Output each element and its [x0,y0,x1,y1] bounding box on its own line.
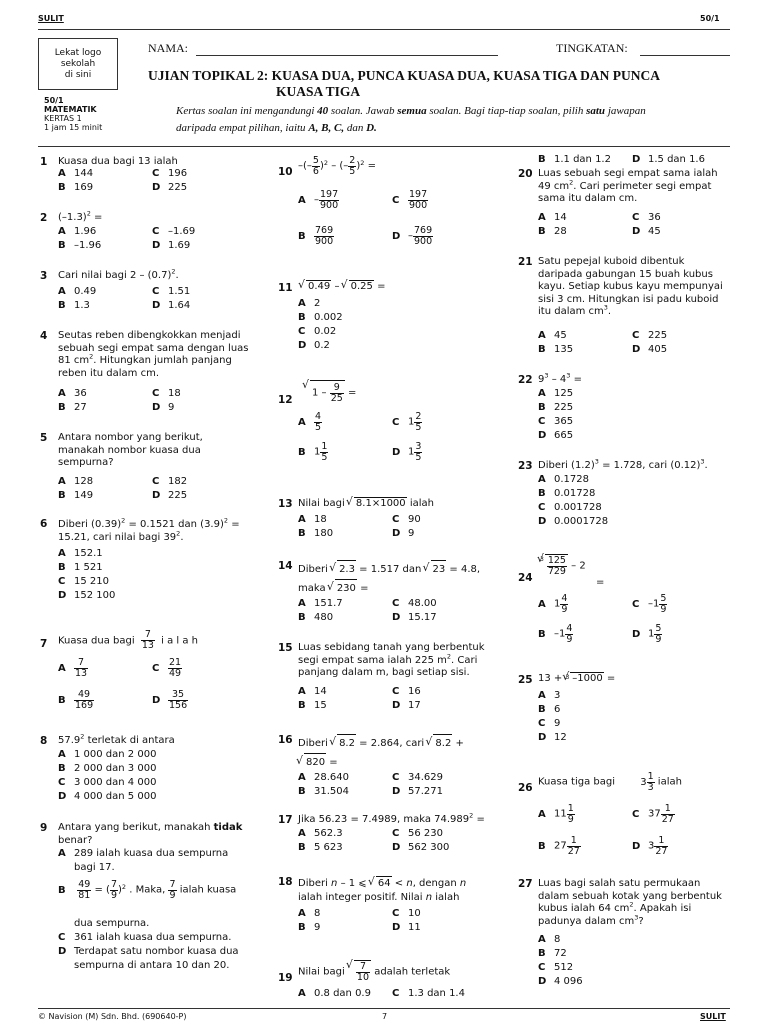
title-line: KUASA TIGA [276,84,361,99]
question-21: 21 Satu pepejal kuboid dibentuk daripada gabungan 15 buah kubus kayu. Setiap kubus kayu mempunyai sisi 3 cm. Hitungkan isi padu kuboid itu dalam $cm^3$. A 45 C 225 B 135 D 405 [518,256,723,355]
question-12: 12 √ 1 – $\frac{9}{25}$ = A $\frac{4}{5}$ C 1 $\frac{2}{5}$ B 1 $\frac{1}{5}$ D 1 $\frac{3}{5}$ [278,372,498,472]
page-title [148,68,738,100]
question-15: 15 Luas sebidang tanah yang berbentuk segi empat sama ialah 225 $m^2$. Cari panjang dalam m, bagi setiap sisi. A 14 C 16 B 15 D 17 [278,642,485,711]
question-27: 27 Luas bagi salah satu permukaan dalam sebuah kotak yang berbentuk kubus ialah 64 $cm^2$. Apakah isi padunya dalam $cm^3$? A 8 B 72 C 512 D 4 096 [518,878,722,987]
logo-text: di sini [64,70,92,80]
question-1: 1 Kuasa dua bagi 13 ialah A 144 C 196 B 169 D 225 [40,156,188,193]
question-10: 10 –(– $\frac{5}{6}$ )$^2$ – (– $\frac{2}{5}$ )$^2$ = A – $\frac{197}{900}$ C $\frac{197}{900}$ B $\frac{769}{900}$ D – $\frac{769}{900}$ [278,155,433,247]
question-4: 4 Seutas reben dibengkokkan menjadi sebuah segi empat sama dengan luas 81 $cm^2$. Hitungkan jumlah panjang reben itu dalam cm. A 36 C 18 B 27 D 9 [40,330,249,413]
title-line: UJIAN TOPIKAL 2: KUASA DUA, PUNCA KUASA DUA, KUASA TIGA DAN PUNCA [148,68,660,83]
question-3: 3 Cari nilai bagi $2 - (0.7)^2$. A 0.49 C 1.51 B 1.3 D 1.64 [40,267,191,311]
subject: MATEMATIK [44,105,97,114]
header-code: 50/1 [700,14,720,23]
logo-text: sekolah [60,59,96,69]
question-9: 9 Antara yang berikut, manakah tidak benar? A 289 ialah kuasa dua sempurna bagi 17. B $\frac{49}{81}$ = ( $\frac{7}{9}$ )$^2$ . Maka, $\frac{7}{9}$ ialah kuasa dua sempurna. C 361 ialah kuasa dua sempurna. D Terdapat satu nombor kuasa dua sempurna di antara 10 dan 20. [40,822,243,971]
form-field[interactable] [640,54,730,56]
question-11: 11 √ 0.49 – √ 0.25 = A 2 B 0.002 C 0.02 D 0.2 [278,278,498,358]
duration: 1 jam 15 minit [44,123,103,132]
question-2: 2 $(-1.3)^2$ = A 1.96 C –1.69 B –1.96 D 1.69 [40,209,196,251]
question-18: 18 Diberi n – 1 ⩽ √ 64 < n, dengan n ialah integer positif. Nilai n ialah A 8 C 10 B 9 D 11 [278,876,506,936]
question-22: 22 $9^3 - 4^3$ = A 125 B 225 C 365 D 665 [518,371,582,441]
question-19-continued: B 1.1 dan 1.2 D 1.5 dan 1.6 [538,154,705,165]
question-19: 19 Nilai bagi √ $\frac{7}{10}$ adalah terletak A 0.8 dan 0.9 C 1.3 dan 1.4 [278,956,506,1004]
question-16: 16 Diberi √ 8.2 = 2.864, cari √ 8.2 + √ 820 = A 28.640 C 34.629 B 31.504 D 57.271 [278,734,506,802]
footer-copyright: © Navision (M) Sdn. Bhd. (690640-P) [38,1012,187,1021]
form-label: TINGKATAN: [556,41,628,55]
paper-code: 50/1 [44,96,64,105]
question-17: 17 Jika 56.23 = 7.4989, maka $74.989^2$ = A 562.3 C 56 230 B 5 623 D 562 300 [278,811,485,853]
paper-meta [44,96,102,132]
name-label: NAMA: [148,41,189,55]
question-20: 20 Luas sebuah segi empat sama ialah 49 $cm^2$. Cari perimeter segi empat sama itu dalam cm. A 14 C 36 B 28 D 45 [518,168,718,237]
question-25: 25 13 + $^3$√ –1000 = A 3 B 6 C 9 D 12 [518,670,740,748]
question-24: 24 $^3$ √ $\frac{125}{729}$ – 2 = A 1 $\frac{4}{9}$ C –1 $\frac{5}{9}$ B –1 $\frac{4}{9}$ D 1 $\frac{5}{9}$ [518,548,740,652]
school-logo-box [38,38,118,90]
question-5: 5 Antara nombor yang berikut, manakah nombor kuasa dua sempurna? A 128 C 182 B 149 D 225 [40,432,203,501]
footer-sulit: SULIT [700,1012,726,1021]
question-6: 6 Diberi $(0.39)^2 = 0.1521$ dan $(3.9)^2$ = 15.21, cari nilai bagi $39^2$. A 152.1 B 1 521 C 15 210 D 152 100 [40,516,240,601]
question-14: 14 Diberi √ 2.3 = 1.517 dan √ 23 = 4.8, maka √ 230 = A 151.7 C 48.00 B 480 D 15.17 [278,560,504,628]
header-sulit: SULIT [38,14,64,23]
question-8: 8 57.9$^2$ terletak di antara A 1 000 dan 2 000 B 2 000 dan 3 000 C 3 000 dan 4 000 D 4 000 dan 5 000 [40,732,175,802]
question-23: 23 Diberi $(1.2)^3 = 1.728$, cari $(0.12)^3$. A 0.1728 B 0.01728 C 0.001728 D 0.0001728 [518,457,708,527]
question-26: 26 Kuasa tiga bagi 3 $\frac{1}{3}$ ialah A 11 $\frac{1}{9}$ C 37 $\frac{1}{27}$ B 27 $\frac{1}{27}$ D 3 $\frac{1}{27}$ [518,771,682,857]
name-field[interactable] [196,54,498,56]
instructions: Kertas soalan ini mengandungi 40 soalan. Jawab semua soalan. Bagi tiap-tiap soalan, pilih satu jawapan daripada empat pilihan, iaitu A, B, C, dan D. [176,105,646,134]
question-7: 7 Kuasa dua bagi $\frac{7}{13}$ i a l a h A $\frac{7}{13}$ C $\frac{21}{49}$ B $\frac{49}{169}$ D $\frac{35}{156}$ [40,629,198,711]
page-number: 7 [382,1012,388,1021]
question-13: 13 Nilai bagi √ 8.1×1000 ialah A 18 C 90 B 180 D 9 [278,494,498,540]
logo-text: Lekat logo [54,48,102,58]
divider [38,146,730,147]
paper-number: KERTAS 1 [44,114,82,123]
header-rule [38,29,730,30]
footer-rule [38,1008,730,1009]
